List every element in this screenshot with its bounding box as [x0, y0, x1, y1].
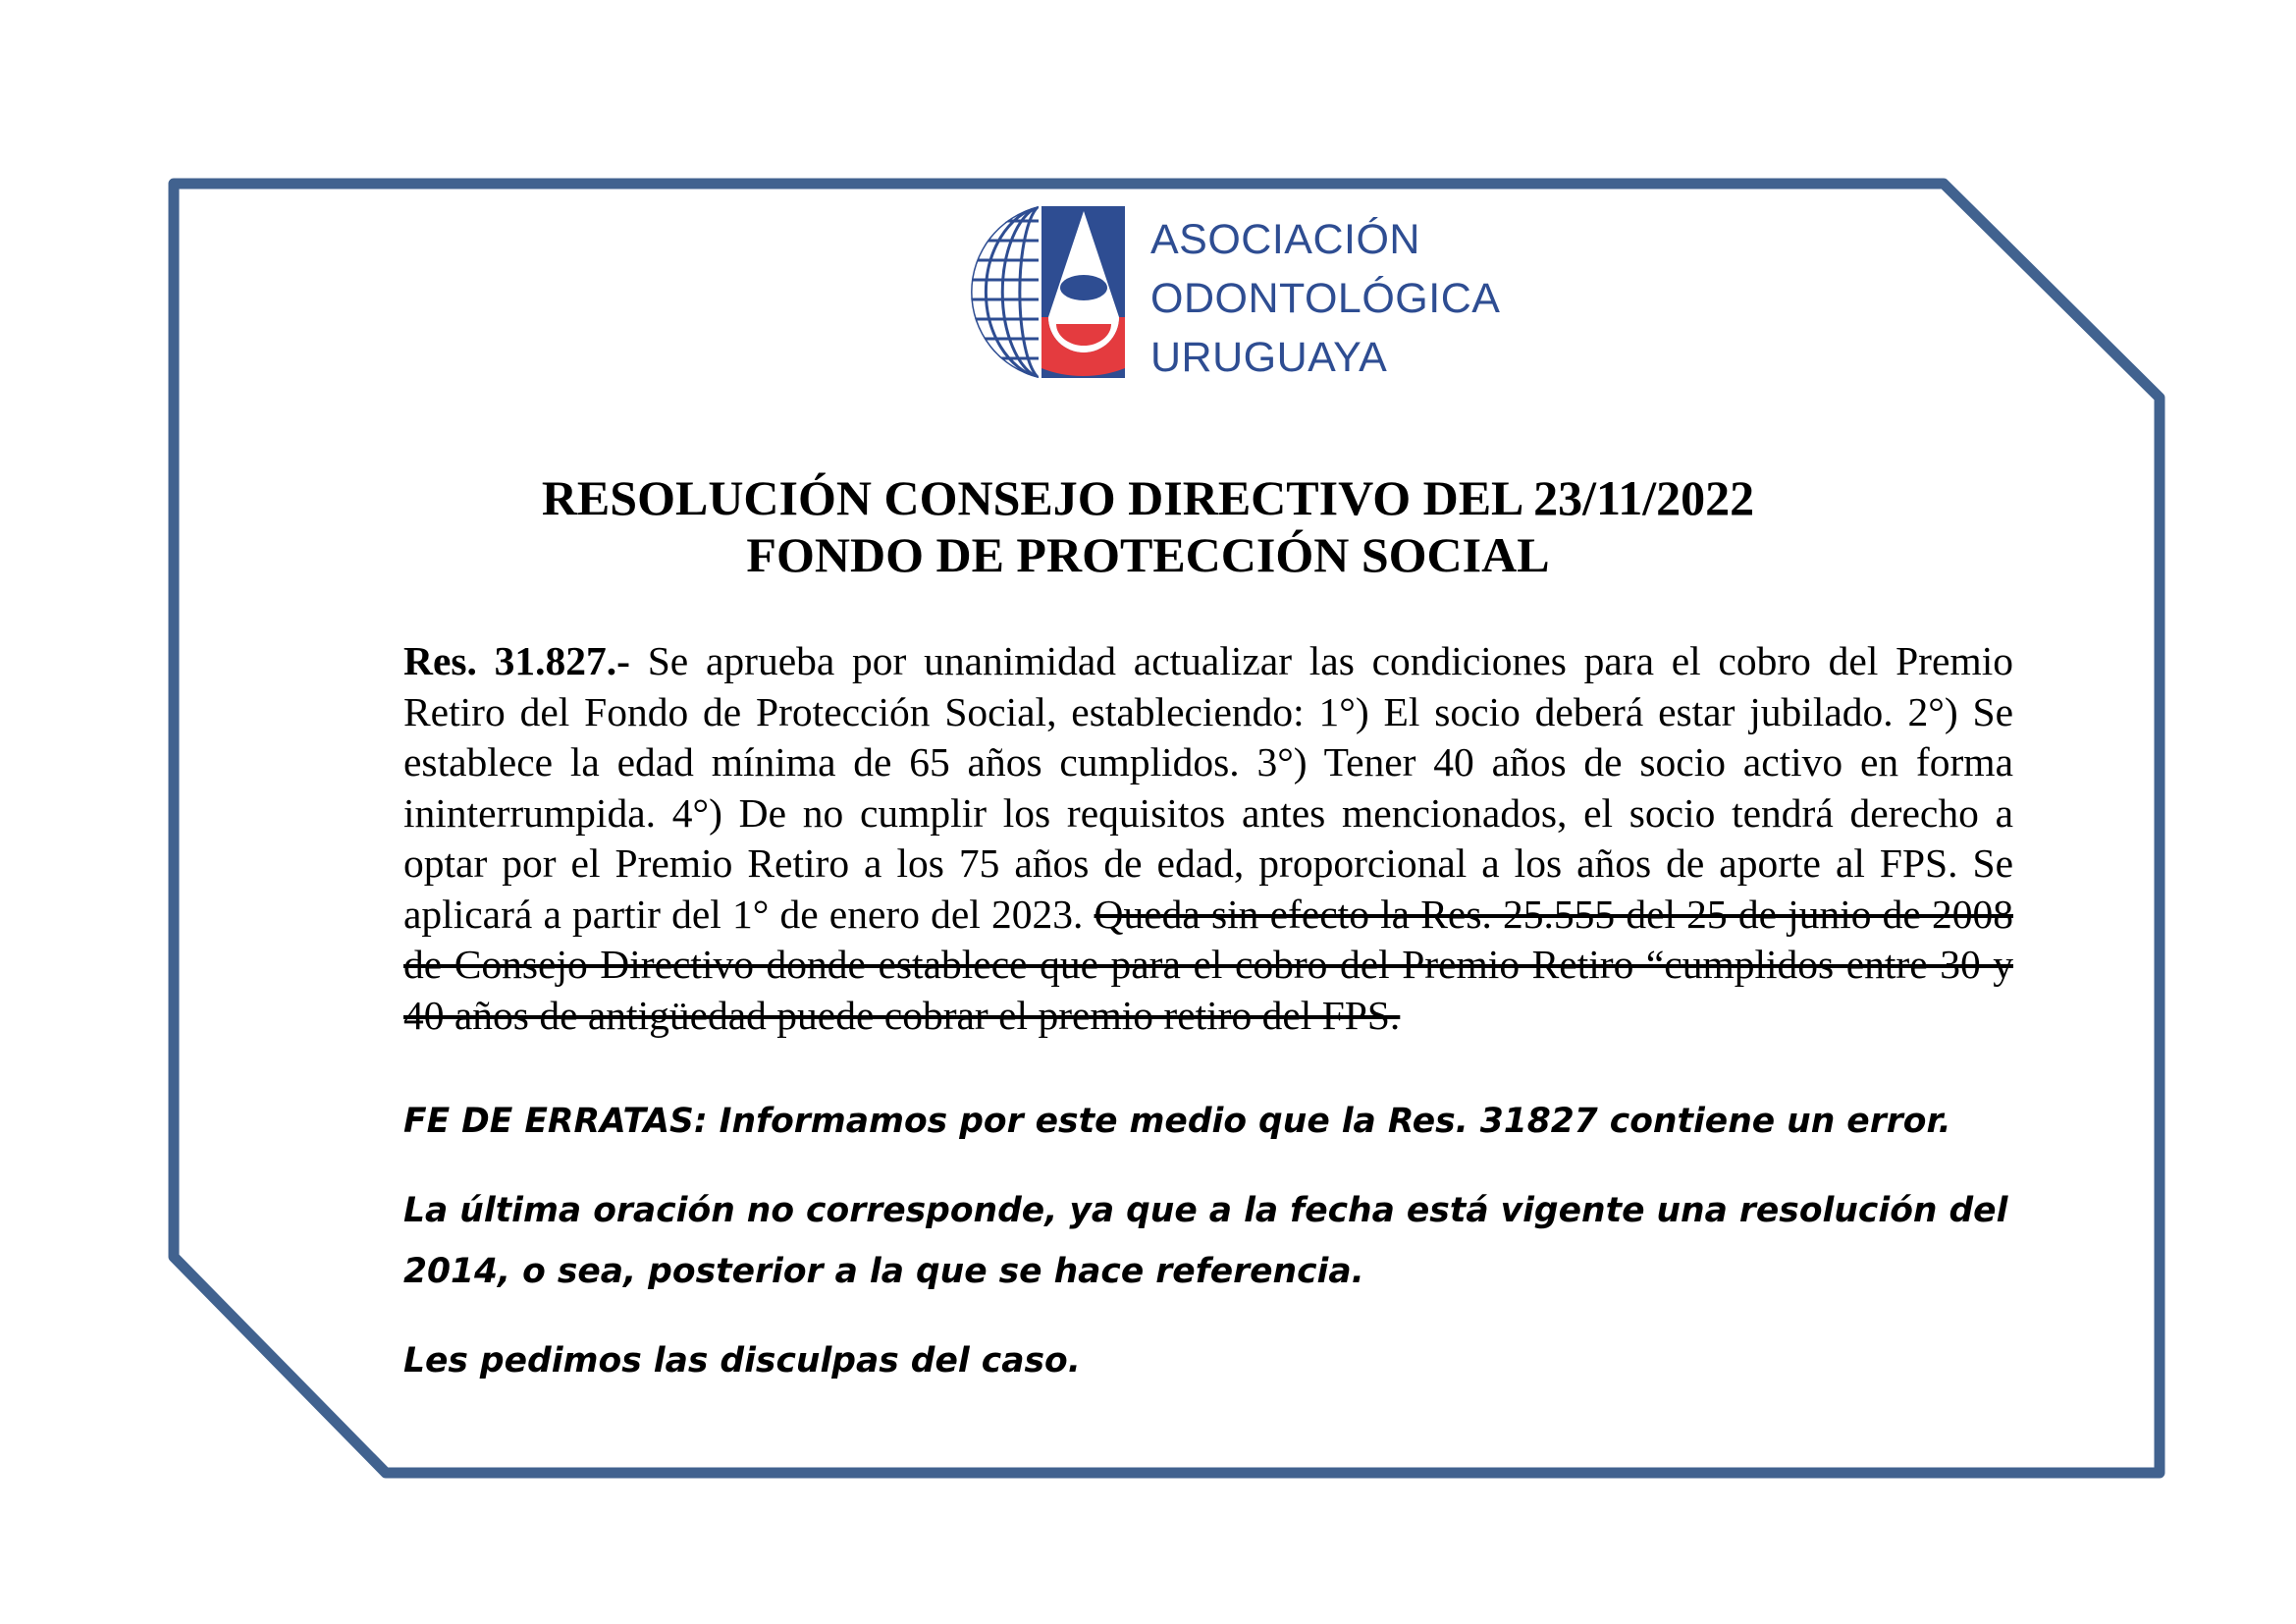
- struck-through-text: Queda sin efecto la Res. 25.555 del 25 de junio de 2008 de Consejo Directivo donde establece que para el cobro del Premio Retiro “cumplidos entre 30 y 40 años de antigüedad puede cobrar el premio retiro del FPS.: [403, 891, 2013, 1038]
- org-name-line-2: ODONTOLÓGICA: [1150, 275, 1501, 322]
- erratas-heading: FE DE ERRATAS: Informamos por este medio que la Res. 31827 contiene un error.: [403, 1102, 1951, 1141]
- resolution-text: Se aprueba por unanimidad actualizar las condiciones para el cobro del Premio Retiro del Fondo de Protección Social, estableciendo: 1°) El socio deberá estar jubilado. 2°) Se establece la edad mínima de 65 años cumplidos. 3°) Tener 40 años de socio activo en forma ininterrumpida. 4°) De no cumplir los requisitos antes mencionados, el socio tendrá derecho a optar por el Premio Retiro a los 75 años de edad, proporcional a los años de aporte al FPS. Se aplicará a partir del 1° de enero del 2023.: [403, 638, 2013, 937]
- org-name-line-3: URUGUAYA: [1150, 334, 1388, 381]
- org-name-line-1: ASOCIACIÓN: [1150, 216, 1420, 263]
- erratas-paragraph-line-1: La última oración no corresponde, ya que a la fecha está vigente una resolución del: [403, 1191, 2008, 1230]
- resolution-number: Res. 31.827.-: [403, 638, 630, 683]
- title-line-2: FONDO DE PROTECCIÓN SOCIAL: [746, 527, 1550, 582]
- erratas-paragraph: [403, 1180, 2072, 1302]
- organization-name: [1150, 210, 1500, 387]
- title-line-1: RESOLUCIÓN CONSEJO DIRECTIVO DEL 23/11/2022: [541, 470, 1755, 525]
- erratas-apology: Les pedimos las disculpas del caso.: [403, 1341, 1081, 1380]
- resolution-paragraph: [403, 636, 2013, 1041]
- tooth-emblem-icon: [1041, 206, 1125, 378]
- document-title: [0, 469, 2296, 583]
- globe-icon: [940, 206, 1039, 378]
- erratas-paragraph-line-2: 2014, o sea, posterior a la que se hace referencia.: [403, 1252, 1364, 1291]
